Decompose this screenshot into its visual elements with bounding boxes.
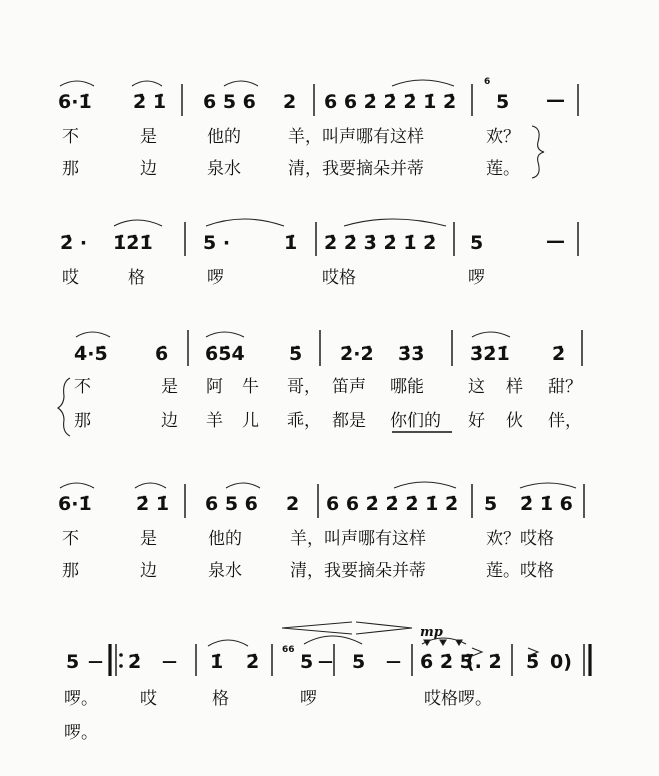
repeat-dot bbox=[119, 653, 123, 657]
crescendo-hairpin bbox=[282, 622, 352, 634]
lyric: 边 bbox=[140, 561, 157, 581]
slur bbox=[60, 483, 94, 488]
lyric: 不 bbox=[74, 377, 91, 397]
lyric: 笛声 bbox=[332, 377, 366, 397]
note: 2̇ bbox=[128, 651, 142, 673]
lyric: 你们的 bbox=[390, 411, 441, 431]
lyric: 儿 bbox=[242, 411, 259, 431]
note-group: 1̇ bbox=[284, 232, 298, 254]
slur bbox=[132, 81, 162, 86]
rest: 0) bbox=[550, 651, 572, 673]
note-group: 5̇ bbox=[289, 343, 303, 365]
tie bbox=[206, 219, 284, 226]
note-group: 6̇ 2̇ 5̇ bbox=[420, 651, 473, 673]
lyric: 伴， bbox=[548, 411, 582, 431]
lyric: 甜？ bbox=[548, 377, 582, 397]
lyric: 这 bbox=[468, 377, 485, 397]
slur bbox=[520, 483, 576, 488]
note-group: 2 bbox=[283, 91, 297, 113]
slur bbox=[472, 332, 510, 337]
sustain-dash: — bbox=[386, 652, 401, 670]
lyric: 那 bbox=[62, 159, 79, 179]
lyric: 他的 bbox=[207, 127, 241, 147]
note-group: 2̇·2̇ bbox=[340, 343, 374, 365]
note-group: 5 bbox=[470, 232, 484, 254]
score-row-5 bbox=[64, 622, 590, 743]
lyric: 泉水 bbox=[207, 159, 241, 179]
note-group: 2̇ 1̇ 6 bbox=[520, 493, 573, 515]
slur bbox=[60, 81, 94, 86]
note: 5̇ bbox=[526, 651, 540, 673]
lyric: 哎格 bbox=[322, 268, 356, 288]
lyric: 牛 bbox=[242, 377, 259, 397]
verse-brace bbox=[58, 378, 70, 436]
sustain-dash: — bbox=[318, 652, 333, 670]
note-group: 2 bbox=[286, 493, 300, 515]
note-group: 5 bbox=[496, 91, 510, 113]
lyric: 欢？ bbox=[486, 127, 520, 147]
lyric: 他的 bbox=[208, 529, 242, 549]
staccato-mark bbox=[456, 640, 462, 645]
note-group: 2̇ 1̇ bbox=[136, 493, 170, 515]
lyric: 羊，叫声哪有这样 bbox=[288, 127, 424, 147]
note-group: 3̇3̇ bbox=[398, 343, 425, 365]
lyric: 哪能 bbox=[390, 377, 424, 397]
verse-brace bbox=[532, 126, 544, 178]
note-group: 6·1̇ bbox=[58, 493, 92, 515]
slur bbox=[392, 80, 454, 86]
slur bbox=[206, 332, 244, 337]
note-group: 6 6 2̇ 2̇ 2̇ 1̇ 2̇ bbox=[326, 493, 459, 515]
lyric: 啰 bbox=[300, 689, 317, 709]
lyric: 哎 bbox=[140, 689, 157, 709]
lyric: 欢？哎格 bbox=[486, 529, 554, 549]
slur bbox=[114, 220, 162, 226]
lyric: 是 bbox=[140, 127, 157, 147]
note-group: 5 bbox=[484, 493, 498, 515]
lyric: 那 bbox=[74, 411, 91, 431]
lyric: 伙 bbox=[506, 411, 523, 431]
grace-note: 6 bbox=[484, 77, 491, 87]
lyric: 清，我要摘朵并蒂 bbox=[290, 561, 426, 581]
note: 5 bbox=[352, 651, 366, 673]
score-row-3 bbox=[58, 330, 582, 436]
note-group: 6 5 6 bbox=[205, 493, 258, 515]
note-group: 6 6 2̇ 2̇ 2̇ 1̇ 2̇ bbox=[324, 91, 457, 113]
slur bbox=[344, 219, 446, 226]
note-group: 6 5 6 bbox=[203, 91, 256, 113]
lyric: 是 bbox=[140, 529, 157, 549]
tie bbox=[304, 636, 362, 644]
lyric: 不 bbox=[62, 529, 79, 549]
lyric: 啰。 bbox=[64, 689, 98, 709]
note-group: 6̇ bbox=[155, 343, 169, 365]
lyric: 啰 bbox=[468, 268, 485, 288]
lyric: 边 bbox=[161, 411, 178, 431]
slur bbox=[226, 483, 260, 488]
slur bbox=[76, 332, 110, 337]
lyric: 哎 bbox=[62, 268, 79, 288]
score-row-2 bbox=[60, 219, 578, 288]
lyric: 泉水 bbox=[208, 561, 242, 581]
sustain-dash: — bbox=[546, 89, 565, 111]
score-row-1 bbox=[58, 77, 578, 179]
lyric: 羊 bbox=[206, 411, 223, 431]
lyric: 哎格啰。 bbox=[424, 689, 492, 709]
slur bbox=[135, 483, 166, 488]
staccato-mark bbox=[424, 640, 430, 645]
lyric: 不 bbox=[62, 127, 79, 147]
lyric: 都是 bbox=[332, 411, 366, 431]
note: 1̇ bbox=[210, 651, 224, 673]
lyric: 羊，叫声哪有这样 bbox=[290, 529, 426, 549]
lyric: 好 bbox=[468, 411, 485, 431]
dynamic-marking: mp bbox=[420, 625, 443, 640]
note-group: 1̇2̇1̇ bbox=[113, 232, 153, 254]
lyric: 清，我要摘朵并蒂 bbox=[288, 159, 424, 179]
note-group: 3̇2̇1̇ bbox=[470, 343, 510, 365]
decrescendo-hairpin bbox=[356, 622, 412, 634]
note-group: 6·1̇ bbox=[58, 91, 92, 113]
slur bbox=[394, 482, 456, 488]
lyric: 哥， bbox=[287, 377, 321, 397]
lyric: 格 bbox=[128, 268, 145, 288]
grace-note: 66 bbox=[282, 645, 295, 655]
note: 5 bbox=[66, 651, 80, 673]
note: 2̇ bbox=[246, 651, 260, 673]
note-group: 4̇·5̇ bbox=[74, 343, 108, 365]
note-group: 2̇ bbox=[552, 343, 566, 365]
lyric: 边 bbox=[140, 159, 157, 179]
note-group: 2̇ 1̇ bbox=[133, 91, 167, 113]
lyric: 莲。哎格 bbox=[486, 561, 554, 581]
lyric: 啰。 bbox=[64, 723, 98, 743]
slur bbox=[208, 640, 248, 646]
lyric: 那 bbox=[62, 561, 79, 581]
lyric: 格 bbox=[212, 689, 229, 709]
lyric: 乖， bbox=[287, 411, 321, 431]
lyric: 阿 bbox=[206, 377, 223, 397]
sustain-dash: — bbox=[88, 652, 103, 670]
staccato-mark bbox=[440, 640, 446, 645]
slur bbox=[224, 81, 258, 86]
lyric: 莲。 bbox=[486, 159, 520, 179]
note-group: (. 2̇ bbox=[466, 651, 502, 673]
note: 5 bbox=[300, 651, 314, 673]
lyric: 啰 bbox=[207, 268, 224, 288]
note-group: 2̇ · bbox=[60, 232, 88, 254]
note-group: 2̇ 2̇ 3̇ 2̇ 1̇ 2̇ bbox=[324, 232, 437, 254]
note-group: 5 · bbox=[203, 232, 231, 254]
sustain-dash: — bbox=[162, 652, 177, 670]
lyric: 样 bbox=[506, 377, 523, 397]
sustain-dash: — bbox=[546, 230, 565, 252]
repeat-dot bbox=[119, 664, 123, 668]
lyric: 是 bbox=[161, 377, 178, 397]
score-row-4 bbox=[58, 482, 584, 581]
note-group: 6̇5̇4̇ bbox=[205, 343, 245, 365]
